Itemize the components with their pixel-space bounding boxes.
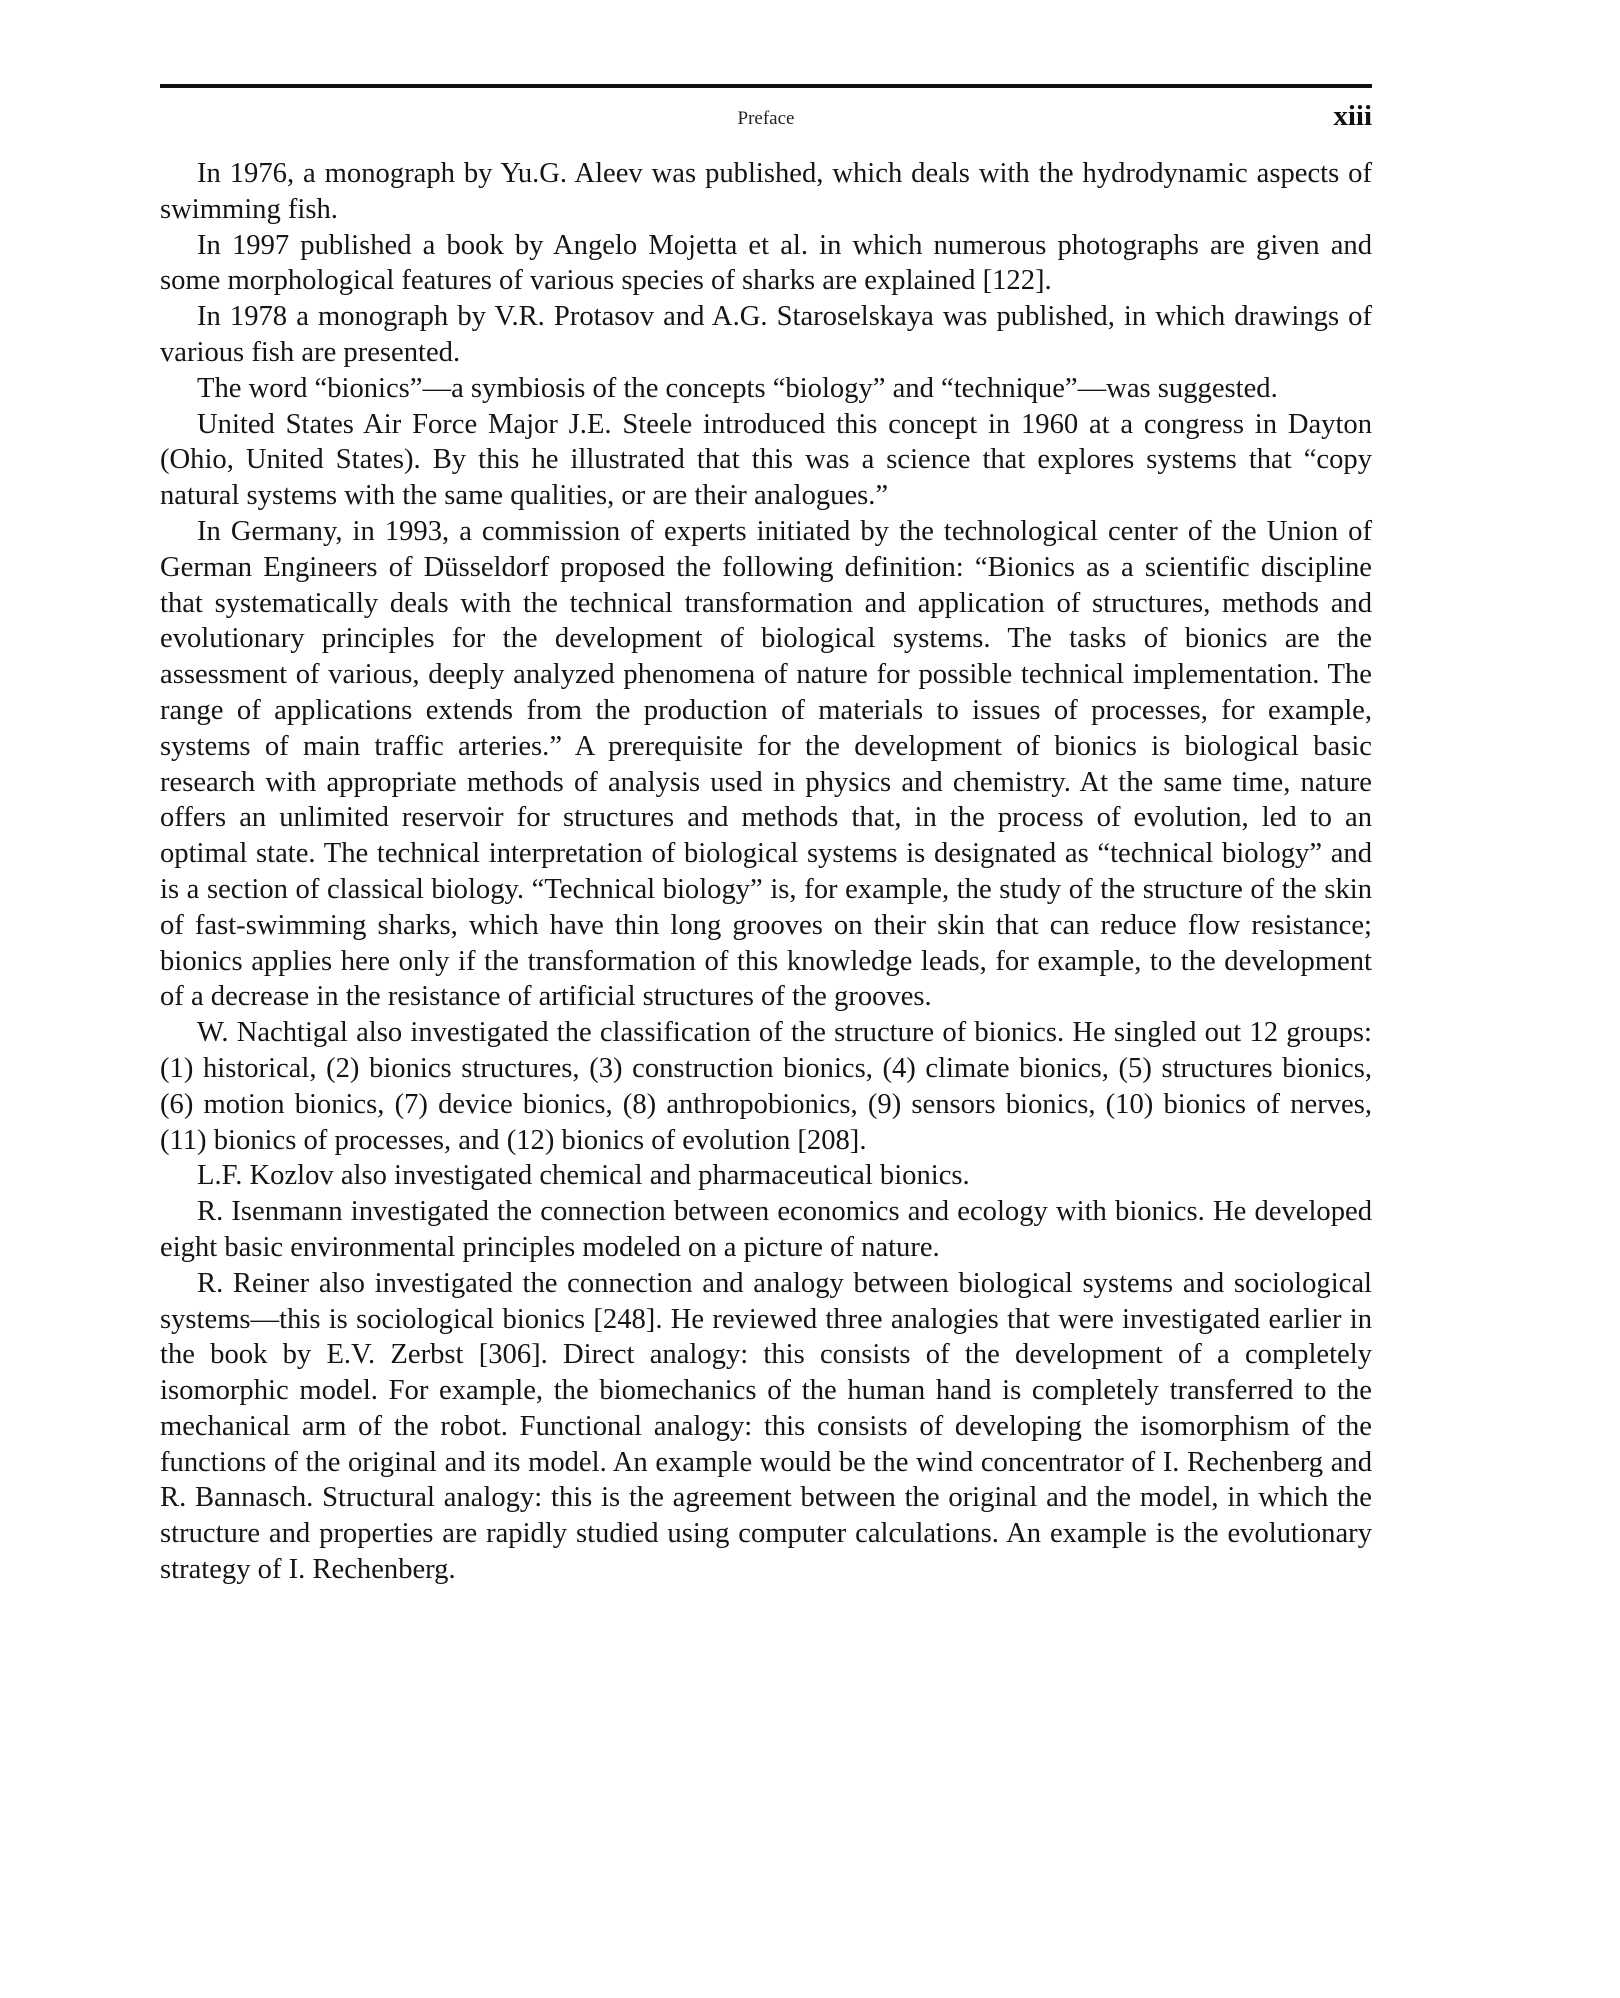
- paragraph-steele: United States Air Force Major J.E. Steele introduced this concept in 1960 at a congress in Dayton (Ohio, United States). By this he illustrated that this was a science that explores systems that “copy natural systems with the same qualities, or are their analogues.”: [160, 408, 1372, 512]
- running-title: Preface: [737, 108, 795, 129]
- page-number: xiii: [1333, 100, 1372, 132]
- running-head: [160, 100, 1372, 134]
- paragraph-aleev: In 1976, a monograph by Yu.G. Aleev was published, which deals with the hydrodynamic aspects of swimming fish.: [160, 158, 1372, 225]
- header-rule: [160, 84, 1372, 88]
- paragraph-isenmann: R. Isenmann investigated the connection between economics and ecology with bionics. He developed eight basic environmental principles modeled on a picture of nature.: [160, 1196, 1372, 1263]
- body-text: [160, 156, 1372, 1588]
- paragraph-reiner: R. Reiner also investigated the connection and analogy between biological systems and sociological systems—this is sociological bionics [248]. He reviewed three analogies that were investigated earlier in the book by E.V. Zerbst [306]. Direct analogy: this consists of the development of a completely isomorphic model. For example, the biomechanics of the human hand is completely transferred to the mechanical arm of the robot. Functional analogy: this consists of developing the isomorphism of the functions of the original and its model. An example would be the wind concentrator of I. Rechenberg and R. Bannasch. Structural analogy: this is the agreement between the original and the model, in which the structure and properties are rapidly studied using computer calculations. An example is the evolutionary strategy of I. Rechenberg.: [160, 1267, 1372, 1586]
- paragraph-kozlov: L.F. Kozlov also investigated chemical and pharmaceutical bionics.: [197, 1160, 970, 1192]
- paragraph-mojetta: In 1997 published a book by Angelo Mojetta et al. in which numerous photographs are given and some morphological features of various species of sharks are explained [122].: [160, 229, 1372, 297]
- paragraph-germany-definition: In Germany, in 1993, a commission of experts initiated by the technological center of the Union of German Engineers of Düsseldorf proposed the following definition: “Bionics as a scientific discipline that systematically deals with the technical transformation and application of structures, methods and evolutionary principles for the development of biological systems. The tasks of bionics are the assessment of various, deeply analyzed phenomena of nature for possible technical implementation. The range of applications extends from the production of materials to issues of processes, for example, systems of main traffic arteries.” A prerequisite for the development of bionics is biological basic research with appropriate methods of analysis used in physics and chemistry. At the same time, nature offers an unlimited reservoir for structures and methods that, in the process of evolution, led to an optimal state. The technical interpretation of biological systems is designated as “technical biology” and is a section of classical biology. “Technical biology” is, for example, the study of the structure of the skin of fast-swimming sharks, which have thin long grooves on their skin that can reduce flow resistance; bionics applies here only if the transformation of this knowledge leads, for example, to the development of a decrease in the resistance of artificial structures of the grooves.: [160, 515, 1372, 1013]
- paragraph-nachtigal: W. Nachtigal also investigated the classification of the structure of bionics. He singled out 12 groups: (1) historical, (2) bionics structures, (3) construction bionics, (4) climate bionics, (5) structures bionics, (6) motion bionics, (7) device bionics, (8) anthropobionics, (9) sensors bionics, (10) bionics of nerves, (11) bionics of processes, and (12) bionics of evolution [208].: [160, 1017, 1372, 1156]
- paragraph-protasov: In 1978 a monograph by V.R. Protasov and A.G. Staroselskaya was published, in which drawings of various fish are presented.: [160, 301, 1372, 368]
- paragraph-bionics-word: The word “bionics”—a symbiosis of the concepts “biology” and “technique”—was suggested.: [197, 372, 1278, 404]
